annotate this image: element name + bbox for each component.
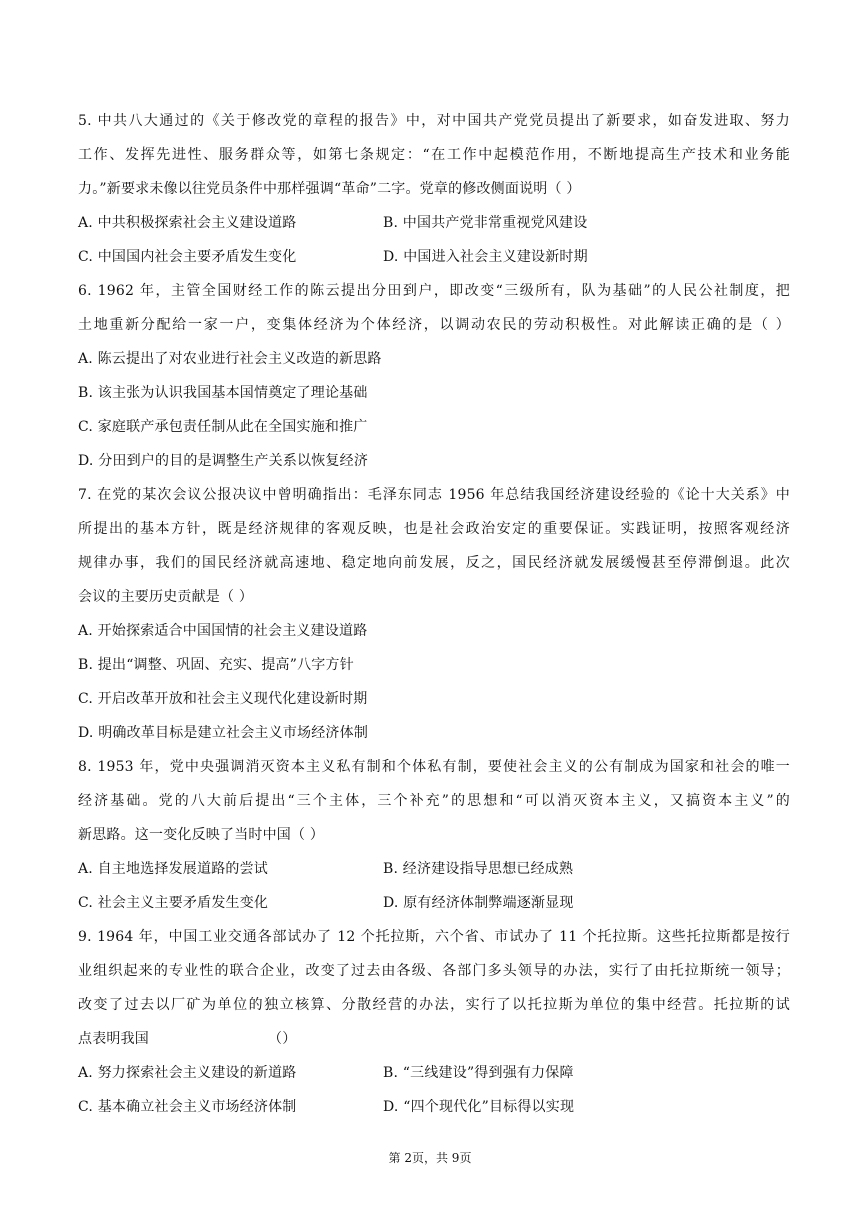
q9-option-a: A. 努力探索社会主义建设的新道路	[78, 1065, 297, 1081]
q7-option-b: B. 提出“调整、巩固、充实、提高”八字方针	[78, 657, 354, 673]
q9-stem-line-1: 9. 1964 年，中国工业交通各部试办了 12 个托拉斯，六个省、市试办了 11 个托拉斯。这些托拉斯都是按行	[78, 929, 790, 945]
q9-stem-line-3: 改变了过去以厂矿为单位的独立核算、分散经营的办法，实行了以托拉斯为单位的集中经营。托拉斯的试	[78, 997, 790, 1013]
q6-option-d: D. 分田到户的目的是调整生产关系以恢复经济	[78, 453, 369, 469]
q5-option-a: A. 中共积极探索社会主义建设道路	[78, 215, 297, 231]
q7-option-c: C. 开启改革开放和社会主义现代化建设新时期	[78, 691, 368, 707]
q6-option-c: C. 家庭联产承包责任制从此在全国实施和推广	[78, 419, 368, 435]
q8-option-a: A. 自主地选择发展道路的尝试	[78, 861, 269, 877]
q8-option-b: B. 经济建设指导思想已经成熟	[383, 861, 574, 877]
q9-answer-bracket: （）	[268, 1031, 297, 1047]
q7-stem-line-1: 7. 在党的某次会议公报决议中曾明确指出：毛泽东同志 1956 年总结我国经济建设经验的《论十大关系》中	[78, 487, 790, 503]
q7-stem-line-3: 规律办事，我们的国民经济就高速地、稳定地向前发展，反之，国民经济就发展缓慢甚至停滞倒退。此次	[78, 555, 790, 571]
q7-stem-line-2: 所提出的基本方针，既是经济规律的客观反映，也是社会政治安定的重要保证。实践证明，按照客观经济	[78, 521, 790, 537]
q5-option-d: D. 中国进入社会主义建设新时期	[383, 249, 588, 265]
q8-option-c: C. 社会主义主要矛盾发生变化	[78, 895, 269, 911]
q6-option-a: A. 陈云提出了对农业进行社会主义改造的新思路	[78, 351, 382, 367]
q7-option-d: D. 明确改革目标是建立社会主义市场经济体制	[78, 725, 369, 741]
q5-option-b: B. 中国共产党非常重视党风建设	[383, 215, 588, 231]
q5-option-c: C. 中国国内社会主要矛盾发生变化	[78, 249, 297, 265]
q7-stem-line-4: 会议的主要历史贡献是（ ）	[78, 589, 254, 605]
q5-stem-line-2: 工作、发挥先进性、服务群众等，如第七条规定：“在工作中起模范作用，不断地提高生产技术和业务能	[78, 147, 790, 163]
q9-stem-line-2: 业组织起来的专业性的联合企业，改变了过去由各级、各部门多头领导的办法，实行了由托拉斯统一领导；	[78, 963, 790, 979]
q7-option-a: A. 开始探索适合中国国情的社会主义建设道路	[78, 623, 368, 639]
q5-stem-line-1: 5. 中共八大通过的《关于修改党的章程的报告》中，对中国共产党党员提出了新要求，如奋发进取、努力	[78, 113, 790, 129]
q9-option-b: B. “三线建设”得到强有力保障	[383, 1065, 574, 1081]
q9-option-d: D. “四个现代化”目标得以实现	[383, 1099, 575, 1115]
q9-option-c: C. 基本确立社会主义市场经济体制	[78, 1099, 297, 1115]
q8-option-d: D. 原有经济体制弊端逐渐显现	[383, 895, 574, 911]
q9-stem-line-4: 点表明我国	[78, 1031, 149, 1047]
q6-stem-line-1: 6. 1962 年，主管全国财经工作的陈云提出分田到户，即改变“三级所有，队为基础”的人民公社制度，把	[78, 283, 790, 299]
q6-option-b: B. 该主张为认识我国基本国情奠定了理论基础	[78, 385, 368, 401]
q8-stem-line-3: 新思路。这一变化反映了当时中国（ ）	[78, 827, 325, 843]
q8-stem-line-1: 8. 1953 年，党中央强调消灭资本主义私有制和个体私有制，要使社会主义的公有制成为国家和社会的唯一	[78, 759, 790, 775]
q8-stem-line-2: 经济基础。党的八大前后提出“三个主体，三个补充”的思想和“可以消灭资本主义，又搞资本主义”的	[78, 793, 790, 809]
page-number-footer: 第 2页，共 9页	[388, 1151, 472, 1165]
q5-stem-line-3: 力。”新要求未像以往党员条件中那样强调“革命”二字。党章的修改侧面说明（ ）	[78, 181, 581, 197]
q6-stem-line-2: 土地重新分配给一家一户，变集体经济为个体经济，以调动农民的劳动积极性。对此解读正确的是（ ）	[78, 317, 790, 333]
